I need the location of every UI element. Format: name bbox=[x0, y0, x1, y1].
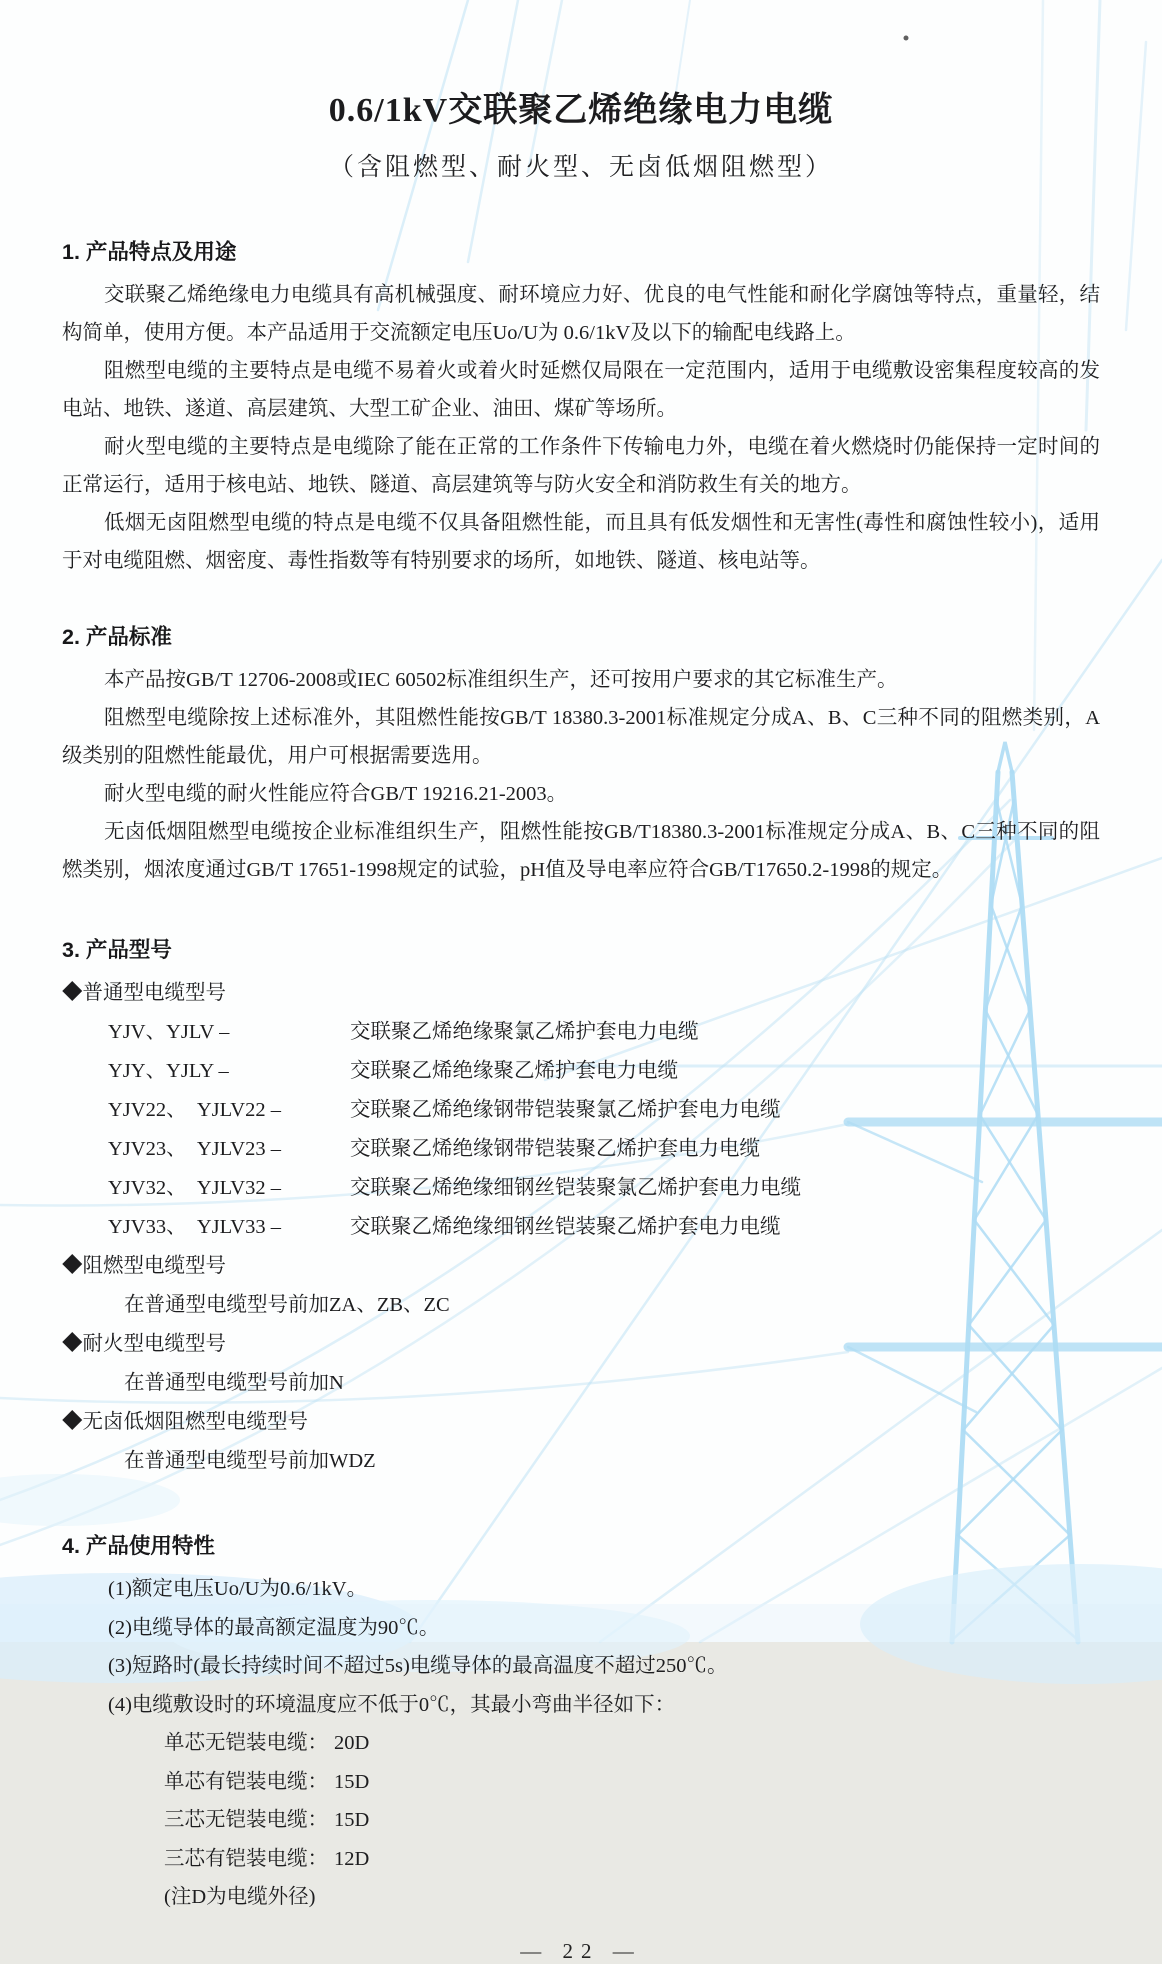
model-group-note: 在普通型电缆型号前加N bbox=[124, 1372, 344, 1394]
usage-item: (2)电缆导体的最高额定温度为90℃。 bbox=[108, 1616, 440, 1639]
section-heading: 3. 产品型号 bbox=[62, 938, 172, 962]
bend-radius-label: 单芯有铠装电缆： bbox=[164, 1770, 328, 1793]
model-group-label: ◆无卤低烟阻燃型电缆型号 bbox=[62, 1411, 308, 1433]
model-description: 交联聚乙烯绝缘聚乙烯护套电力电缆 bbox=[350, 1060, 678, 1082]
model-group-label: ◆普通型电缆型号 bbox=[62, 982, 226, 1004]
model-description: 交联聚乙烯绝缘细钢丝铠装聚氯乙烯护套电力电缆 bbox=[350, 1177, 801, 1199]
model-row bbox=[108, 1091, 1100, 1130]
paragraph: 低烟无卤阻燃型电缆的特点是电缆不仅具备阻燃性能，而且具有低发烟性和无害性(毒性和腐蚀性较小)，适用于对电缆阻燃、烟密度、毒性指数等有特别要求的场所，如地铁、隧道、核电站等。 bbox=[62, 512, 1100, 572]
bend-radius-value: 20D bbox=[334, 1732, 370, 1754]
bend-radius-value: 12D bbox=[334, 1847, 370, 1870]
bend-radius-row bbox=[164, 1840, 1100, 1879]
model-row bbox=[108, 1169, 1100, 1208]
model-row bbox=[108, 1208, 1100, 1247]
bend-radius-row bbox=[164, 1763, 1100, 1802]
bend-radius-label: 单芯无铠装电缆： bbox=[164, 1732, 328, 1754]
model-group-label: ◆耐火型电缆型号 bbox=[62, 1333, 226, 1355]
paragraph: 交联聚乙烯绝缘电力电缆具有高机械强度、耐环境应力好、优良的电气性能和耐化学腐蚀等特点，重量轻，结构简单，使用方便。本产品适用于交流额定电压Uo/U为 0.6/1kV及以下的输配电线路上。 bbox=[62, 284, 1100, 344]
section-product-models bbox=[62, 933, 1100, 1481]
model-row bbox=[108, 1130, 1100, 1169]
paragraph: 耐火型电缆的主要特点是电缆除了能在正常的工作条件下传输电力外，电缆在着火燃烧时仍能保持一定时间的正常运行，适用于核电站、地铁、隧道、高层建筑等与防火安全和消防救生有关的地方。 bbox=[62, 436, 1100, 496]
paragraph: 耐火型电缆的耐火性能应符合GB/T 19216.21-2003。 bbox=[104, 783, 568, 805]
paragraph: 无卤低烟阻燃型电缆按企业标准组织生产，阻燃性能按GB/T18380.3-2001标准规定分成A、B、C三种不同的阻燃类别，烟浓度通过GB/T 17651-1998规定的试验，pH值及导电率应符合GB/T17650.2-1998的规定。 bbox=[62, 821, 1100, 881]
bend-radius-value: 15D bbox=[334, 1770, 370, 1793]
bend-radius-row bbox=[164, 1801, 1100, 1840]
model-group-note: 在普通型电缆型号前加WDZ bbox=[124, 1450, 376, 1472]
model-description: 交联聚乙烯绝缘钢带铠装聚氯乙烯护套电力电缆 bbox=[350, 1099, 781, 1121]
model-code: YJY、YJLY – bbox=[108, 1060, 229, 1082]
page-title: 0.6/1kV交联聚乙烯绝缘电力电缆 bbox=[328, 92, 834, 129]
model-code: YJV23、 YJLV23 – bbox=[108, 1138, 281, 1160]
model-row bbox=[108, 1052, 1100, 1091]
section-usage-characteristics bbox=[62, 1529, 1100, 1917]
page-subtitle: （含阻燃型、耐火型、无卤低烟阻燃型） bbox=[328, 154, 833, 181]
bend-radius-note: (注D为电缆外径) bbox=[164, 1886, 316, 1908]
section-heading: 4. 产品使用特性 bbox=[62, 1534, 215, 1558]
usage-item: (4)电缆敷设时的环境温度应不低于0℃，其最小弯曲半径如下： bbox=[108, 1693, 676, 1716]
section-heading: 1. 产品特点及用途 bbox=[62, 240, 237, 264]
model-description: 交联聚乙烯绝缘细钢丝铠装聚乙烯护套电力电缆 bbox=[350, 1216, 781, 1238]
model-group-label: ◆阻燃型电缆型号 bbox=[62, 1255, 226, 1277]
model-code: YJV22、 YJLV22 – bbox=[108, 1099, 281, 1121]
section-heading: 2. 产品标准 bbox=[62, 625, 172, 649]
bend-radius-label: 三芯有铠装电缆： bbox=[164, 1847, 328, 1870]
page-number: — 22 — bbox=[520, 1938, 642, 1963]
model-description: 交联聚乙烯绝缘钢带铠装聚乙烯护套电力电缆 bbox=[350, 1138, 760, 1160]
paragraph: 本产品按GB/T 12706-2008或IEC 60502标准组织生产，还可按用户要求的其它标准生产。 bbox=[104, 669, 898, 691]
bend-radius-label: 三芯无铠装电缆： bbox=[164, 1809, 328, 1831]
bend-radius-value: 15D bbox=[334, 1809, 370, 1831]
model-code: YJV、YJLV – bbox=[108, 1021, 230, 1043]
model-code: YJV33、 YJLV33 – bbox=[108, 1216, 281, 1238]
paragraph: 阻燃型电缆除按上述标准外，其阻燃性能按GB/T 18380.3-2001标准规定分成A、B、C三种不同的阻燃类别，A级类别的阻燃性能最优，用户可根据需要选用。 bbox=[62, 707, 1100, 767]
model-description: 交联聚乙烯绝缘聚氯乙烯护套电力电缆 bbox=[350, 1021, 699, 1043]
section-product-standards bbox=[62, 620, 1100, 889]
model-group-note: 在普通型电缆型号前加ZA、ZB、ZC bbox=[124, 1294, 450, 1316]
section-features-and-uses bbox=[62, 235, 1100, 580]
usage-item: (3)短路时(最长持续时间不超过5s)电缆导体的最高温度不超过250℃。 bbox=[108, 1655, 728, 1677]
model-code: YJV32、 YJLV32 – bbox=[108, 1177, 281, 1199]
model-row bbox=[108, 1013, 1100, 1052]
paragraph: 阻燃型电缆的主要特点是电缆不易着火或着火时延燃仅局限在一定范围内，适用于电缆敷设密集程度较高的发电站、地铁、遂道、高层建筑、大型工矿企业、油田、煤矿等场所。 bbox=[62, 360, 1100, 420]
bend-radius-row bbox=[164, 1724, 1100, 1763]
usage-item: (1)额定电压Uo/U为0.6/1kV。 bbox=[108, 1578, 368, 1600]
